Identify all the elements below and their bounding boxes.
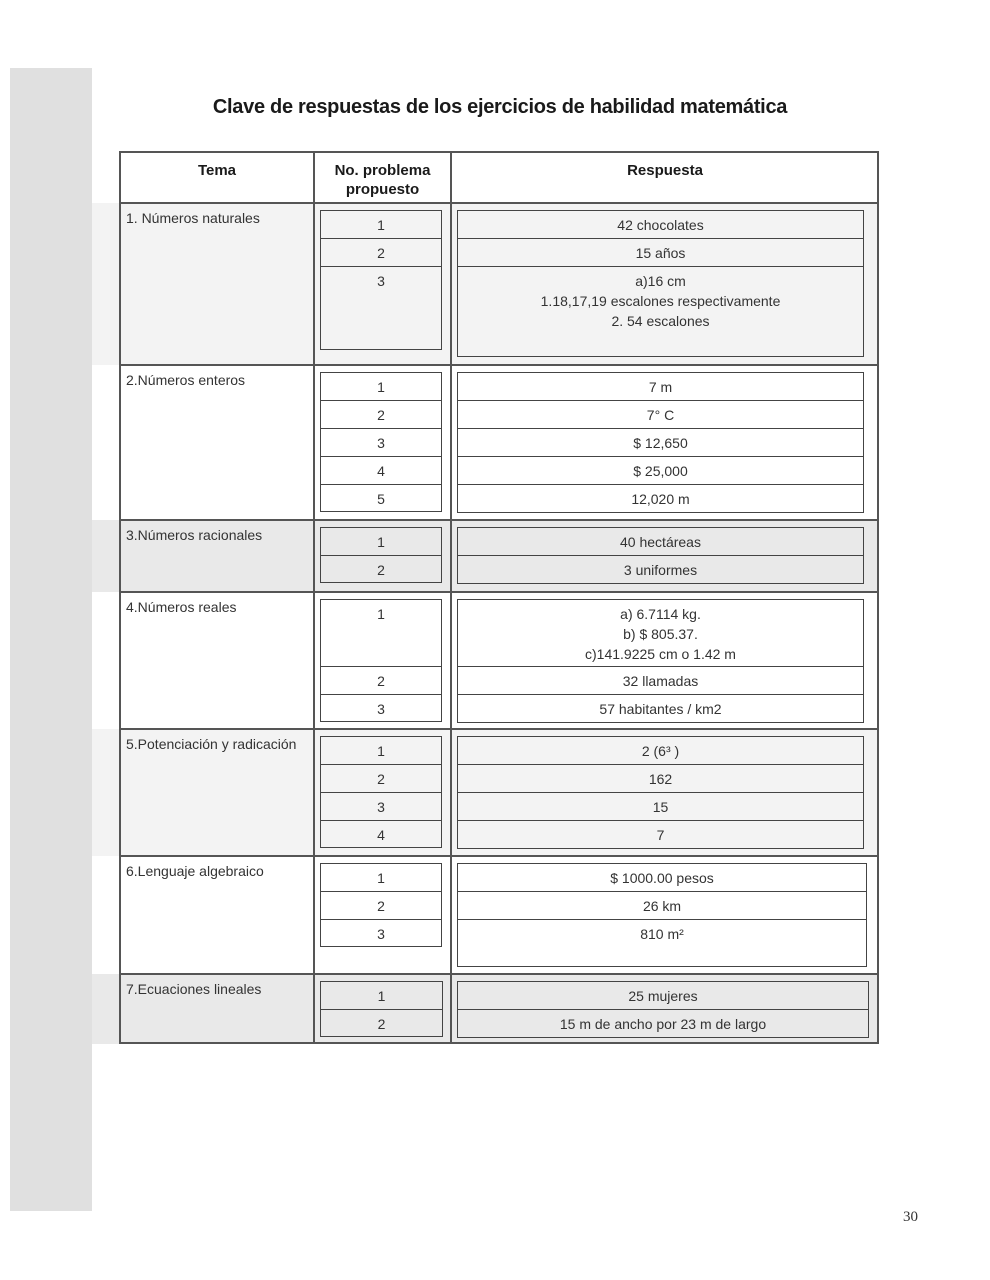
problem-number: 1 — [321, 737, 441, 765]
answer-value — [458, 864, 866, 892]
problem-number: 4 — [321, 457, 441, 485]
answer-value — [458, 373, 863, 401]
answer-value — [458, 892, 866, 920]
problem-number: 1 — [321, 373, 441, 401]
problem-number-box — [320, 210, 442, 350]
tema-label: 6.Lenguaje algebraico — [126, 863, 264, 879]
problem-number: 5 — [377, 491, 385, 507]
answer-box — [457, 527, 864, 584]
problem-number: 3 — [377, 926, 385, 942]
answer-line: $ 12,650 — [633, 435, 688, 451]
problem-number-box — [320, 736, 442, 848]
answer-box — [457, 736, 864, 849]
answer-line: 162 — [648, 771, 673, 787]
answer-value — [458, 239, 863, 267]
answer-line: 12,020 m — [631, 491, 690, 507]
problem-number: 2 — [377, 1016, 386, 1032]
tema-label: 5.Potenciación y radicación — [126, 736, 297, 752]
problem-number: 1 — [321, 528, 441, 556]
side-margin-bar — [10, 68, 92, 1211]
answer-value — [458, 211, 863, 239]
row-divider — [119, 728, 879, 730]
problem-number-box — [320, 981, 443, 1037]
answer-line: 42 chocolates — [617, 217, 704, 233]
column-divider — [313, 151, 315, 1044]
problem-number: 1 — [321, 864, 441, 892]
answer-box — [457, 863, 867, 967]
answer-line: 2 (6³ ) — [641, 743, 680, 759]
header-problema-text: propuesto — [345, 181, 420, 198]
problem-number: 2 — [321, 401, 441, 429]
answer-line: 32 llamadas — [622, 673, 699, 689]
header-problema-text: No. problema — [334, 162, 431, 179]
problem-number: 1 — [321, 982, 442, 1010]
answer-value — [458, 695, 863, 723]
answer-line: 15 años — [635, 245, 686, 261]
tema-label: 4.Números reales — [126, 599, 237, 615]
problem-number-box — [320, 527, 442, 583]
header-respuesta — [452, 161, 878, 180]
problem-number-box — [320, 599, 442, 722]
answer-value — [458, 765, 863, 793]
answer-value — [458, 667, 863, 695]
problem-number: 2 — [321, 892, 441, 920]
answer-box — [457, 210, 864, 357]
answer-value — [458, 737, 863, 765]
answer-line: 1.18,17,19 escalones respectivamente — [540, 293, 781, 309]
problem-number-box — [320, 372, 442, 512]
answer-value — [458, 982, 868, 1010]
answer-line: $ 1000.00 pesos — [610, 870, 714, 886]
header-tema-text: Tema — [197, 162, 237, 179]
problem-number-box — [320, 863, 442, 947]
problem-number: 1 — [321, 600, 441, 667]
header-respuesta-text: Respuesta — [627, 162, 703, 179]
answer-value — [458, 600, 863, 667]
problem-number: 3 — [321, 793, 441, 821]
column-divider — [450, 151, 452, 1044]
answer-line: 15 m de ancho por 23 m de largo — [559, 1016, 767, 1032]
answer-line: $ 25,000 — [633, 463, 688, 479]
answer-line: 810 m² — [640, 926, 684, 942]
row-divider — [119, 973, 879, 975]
answer-value — [458, 267, 863, 357]
row-divider — [119, 519, 879, 521]
problem-number: 3 — [377, 273, 385, 289]
answer-box — [457, 372, 864, 513]
answer-line: 25 mujeres — [628, 988, 698, 1004]
problem-number: 2 — [321, 667, 441, 695]
header-problema — [315, 161, 450, 199]
answer-value — [458, 821, 863, 849]
answer-value — [458, 485, 863, 513]
answer-line: b) $ 805.37. — [623, 626, 698, 642]
tema-label: 1. Números naturales — [126, 210, 260, 226]
answer-box — [457, 599, 864, 723]
answer-value — [458, 401, 863, 429]
row-divider — [119, 591, 879, 593]
answer-line: a)16 cm — [635, 273, 686, 289]
row-divider — [119, 855, 879, 857]
answer-box — [457, 981, 869, 1038]
problem-number: 3 — [377, 701, 385, 717]
tema-label: 3.Números racionales — [126, 527, 263, 543]
tema-label: 7.Ecuaciones lineales — [126, 981, 262, 997]
page-title: Clave de respuestas de los ejercicios de habilidad matemática — [212, 96, 788, 118]
answer-value — [458, 920, 866, 967]
answer-line: 3 uniformes — [623, 562, 698, 578]
problem-number: 4 — [377, 827, 385, 843]
row-divider — [119, 364, 879, 366]
problem-number: 2 — [321, 239, 441, 267]
answer-line: a) 6.7114 kg. — [620, 606, 701, 622]
answer-line: 7 m — [648, 379, 673, 395]
problem-number: 2 — [377, 562, 385, 578]
answer-line: 7 — [656, 827, 665, 843]
problem-number: 1 — [321, 211, 441, 239]
answer-value — [458, 457, 863, 485]
problem-number: 2 — [321, 765, 441, 793]
answer-line: c)141.9225 cm o 1.42 m — [585, 646, 736, 662]
answer-line: 26 km — [642, 898, 682, 914]
answer-line: 7° C — [646, 407, 675, 423]
answer-value — [458, 556, 863, 584]
answer-value — [458, 793, 863, 821]
answer-line: 40 hectáreas — [620, 534, 701, 550]
page-number: 30 — [903, 1209, 918, 1225]
answer-line: 15 — [652, 799, 669, 815]
row-divider — [119, 202, 879, 204]
header-tema — [121, 161, 313, 180]
problem-number: 3 — [321, 429, 441, 457]
answer-line: 57 habitantes / km2 — [599, 701, 722, 717]
answer-line: 2. 54 escalones — [611, 313, 710, 329]
tema-label: 2.Números enteros — [126, 372, 246, 388]
answer-value — [458, 528, 863, 556]
answer-value — [458, 429, 863, 457]
answer-value — [458, 1010, 868, 1038]
